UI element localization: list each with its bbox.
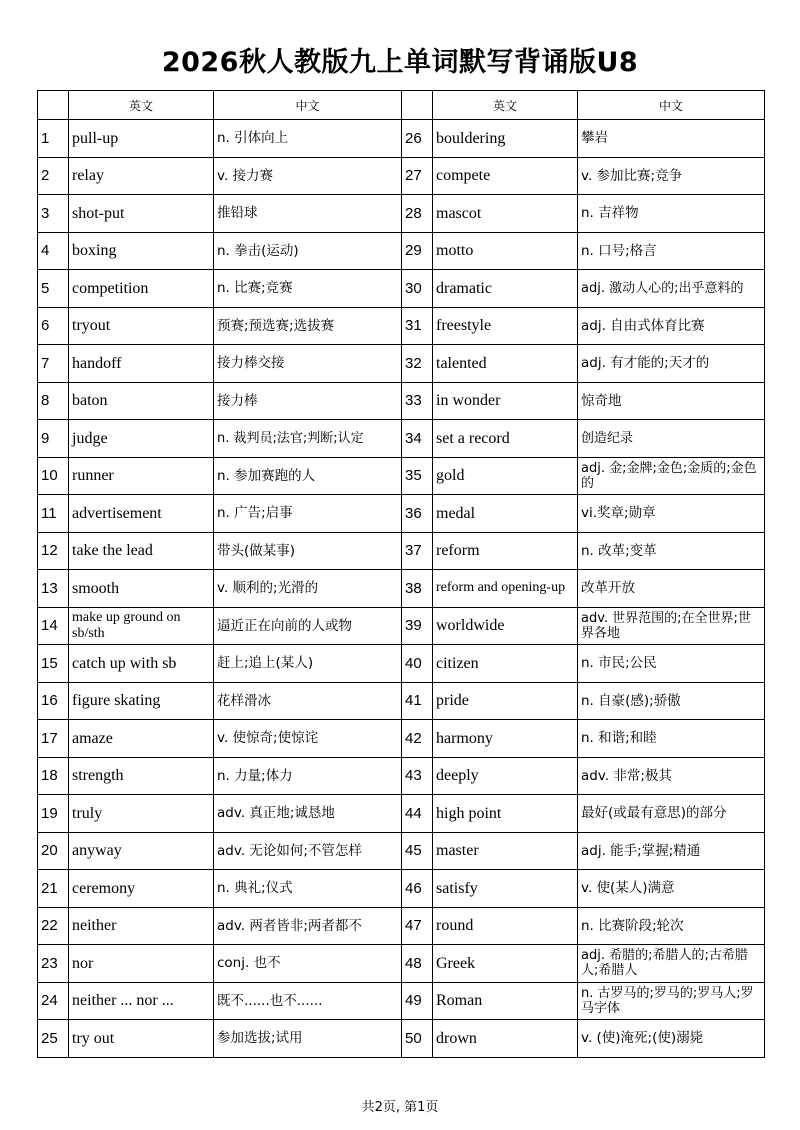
table-row [38,757,765,795]
header-english-left: 英文 [69,91,214,120]
table-row [38,570,765,608]
table-row [38,420,765,458]
entry-number: 25 [38,1020,69,1058]
chinese-meaning: adv. 世界范围的;在全世界;世界各地 [578,607,765,645]
english-word: baton [69,382,214,420]
entry-number: 33 [402,382,433,420]
chinese-meaning: adj. 希腊的;希腊人的;古希腊人;希腊人 [578,945,765,983]
english-word: Roman [433,982,578,1020]
english-word: take the lead [69,532,214,570]
english-word: medal [433,495,578,533]
chinese-meaning: 逼近正在向前的人或物 [214,607,402,645]
english-word: reform [433,532,578,570]
table-row [38,720,765,758]
entry-number: 4 [38,232,69,270]
table-row [38,1020,765,1058]
english-word: boxing [69,232,214,270]
entry-number: 2 [38,157,69,195]
header-num-right [402,91,433,120]
entry-number: 50 [402,1020,433,1058]
entry-number: 24 [38,982,69,1020]
chinese-meaning: n. 和谐;和睦 [578,720,765,758]
english-word: citizen [433,645,578,683]
chinese-meaning: adv. 无论如何;不管怎样 [214,832,402,870]
header-chinese-left: 中文 [214,91,402,120]
english-word: motto [433,232,578,270]
vocabulary-table [37,90,765,1058]
chinese-meaning: n. 典礼;仪式 [214,870,402,908]
entry-number: 31 [402,307,433,345]
chinese-meaning: n. 力量;体力 [214,757,402,795]
chinese-meaning: adv. 两者皆非;两者都不 [214,907,402,945]
english-word: neither ... nor ... [69,982,214,1020]
entry-number: 14 [38,607,69,645]
chinese-meaning: 改革开放 [578,570,765,608]
english-word: bouldering [433,120,578,158]
entry-number: 9 [38,420,69,458]
english-word: tryout [69,307,214,345]
english-word: drown [433,1020,578,1058]
chinese-meaning: 接力棒 [214,382,402,420]
entry-number: 47 [402,907,433,945]
table-row [38,832,765,870]
english-word: relay [69,157,214,195]
entry-number: 35 [402,457,433,495]
english-word: compete [433,157,578,195]
chinese-meaning: conj. 也不 [214,945,402,983]
table-row [38,945,765,983]
table-row [38,607,765,645]
chinese-meaning: v. (使)淹死;(使)溺毙 [578,1020,765,1058]
english-word: strength [69,757,214,795]
table-row [38,532,765,570]
chinese-meaning: n. 市民;公民 [578,645,765,683]
english-word: handoff [69,345,214,383]
entry-number: 30 [402,270,433,308]
entry-number: 3 [38,195,69,233]
english-word: harmony [433,720,578,758]
page-footer: 共2页, 第1页 [361,1100,439,1115]
chinese-meaning: n. 广告;启事 [214,495,402,533]
entry-number: 48 [402,945,433,983]
chinese-meaning: 惊奇地 [578,382,765,420]
english-word: advertisement [69,495,214,533]
english-word: try out [69,1020,214,1058]
chinese-meaning: vi.奖章;勋章 [578,495,765,533]
entry-number: 45 [402,832,433,870]
chinese-meaning: n. 比赛阶段;轮次 [578,907,765,945]
chinese-meaning: v. 参加比赛;竞争 [578,157,765,195]
table-row [38,195,765,233]
entry-number: 39 [402,607,433,645]
chinese-meaning: 推铅球 [214,195,402,233]
chinese-meaning: n. 拳击(运动) [214,232,402,270]
chinese-meaning: v. 使惊奇;使惊诧 [214,720,402,758]
chinese-meaning: 攀岩 [578,120,765,158]
english-word: satisfy [433,870,578,908]
english-word: master [433,832,578,870]
chinese-meaning: adj. 自由式体育比赛 [578,307,765,345]
english-word: nor [69,945,214,983]
document-title: 2026秋人教版九上单词默写背诵版U8 [161,47,639,78]
entry-number: 21 [38,870,69,908]
chinese-meaning: 赶上;追上(某人) [214,645,402,683]
entry-number: 28 [402,195,433,233]
chinese-meaning: 最好(或最有意思)的部分 [578,795,765,833]
table-row [38,382,765,420]
english-word: worldwide [433,607,578,645]
chinese-meaning: n. 吉祥物 [578,195,765,233]
entry-number: 29 [402,232,433,270]
entry-number: 11 [38,495,69,533]
english-word: deeply [433,757,578,795]
english-word: amaze [69,720,214,758]
table-row [38,795,765,833]
entry-number: 5 [38,270,69,308]
chinese-meaning: 预赛;预选赛;选拔赛 [214,307,402,345]
entry-number: 27 [402,157,433,195]
entry-number: 10 [38,457,69,495]
table-row [38,270,765,308]
entry-number: 46 [402,870,433,908]
table-row [38,645,765,683]
english-word: freestyle [433,307,578,345]
english-word: set a record [433,420,578,458]
english-word: figure skating [69,682,214,720]
chinese-meaning: adj. 金;金牌;金色;金质的;金色的 [578,457,765,495]
chinese-meaning: 既不......也不...... [214,982,402,1020]
english-word: round [433,907,578,945]
chinese-meaning: adj. 能手;掌握;精通 [578,832,765,870]
table-row [38,232,765,270]
entry-number: 18 [38,757,69,795]
entry-number: 32 [402,345,433,383]
english-word: competition [69,270,214,308]
table-row [38,495,765,533]
english-word: catch up with sb [69,645,214,683]
header-chinese-right: 中文 [578,91,765,120]
english-word: runner [69,457,214,495]
english-word: neither [69,907,214,945]
chinese-meaning: n. 口号;格言 [578,232,765,270]
english-word: judge [69,420,214,458]
chinese-meaning: 带头(做某事) [214,532,402,570]
english-word: pride [433,682,578,720]
table-row [38,870,765,908]
entry-number: 23 [38,945,69,983]
entry-number: 20 [38,832,69,870]
chinese-meaning: v. 使(某人)满意 [578,870,765,908]
english-word: pull-up [69,120,214,158]
english-word: dramatic [433,270,578,308]
english-word: talented [433,345,578,383]
entry-number: 1 [38,120,69,158]
table-row [38,120,765,158]
entry-number: 12 [38,532,69,570]
entry-number: 16 [38,682,69,720]
chinese-meaning: n. 比赛;竞赛 [214,270,402,308]
table-row [38,982,765,1020]
chinese-meaning: n. 参加赛跑的人 [214,457,402,495]
chinese-meaning: n. 改革;变革 [578,532,765,570]
english-word: reform and opening-up [433,570,578,608]
english-word: make up ground on sb/sth [69,607,214,645]
table-row [38,907,765,945]
entry-number: 6 [38,307,69,345]
table-row [38,345,765,383]
chinese-meaning: adv. 非常;极其 [578,757,765,795]
entry-number: 13 [38,570,69,608]
entry-number: 49 [402,982,433,1020]
english-word: gold [433,457,578,495]
entry-number: 8 [38,382,69,420]
english-word: Greek [433,945,578,983]
english-word: mascot [433,195,578,233]
entry-number: 15 [38,645,69,683]
english-word: anyway [69,832,214,870]
table-row [38,682,765,720]
table-row [38,307,765,345]
chinese-meaning: n. 古罗马的;罗马的;罗马人;罗马字体 [578,982,765,1020]
chinese-meaning: adv. 真正地;诚恳地 [214,795,402,833]
entry-number: 22 [38,907,69,945]
english-word: in wonder [433,382,578,420]
entry-number: 43 [402,757,433,795]
entry-number: 42 [402,720,433,758]
entry-number: 36 [402,495,433,533]
header-english-right: 英文 [433,91,578,120]
entry-number: 37 [402,532,433,570]
table-row [38,457,765,495]
chinese-meaning: adj. 有才能的;天才的 [578,345,765,383]
english-word: high point [433,795,578,833]
chinese-meaning: n. 引体向上 [214,120,402,158]
entry-number: 38 [402,570,433,608]
table-header-row [38,91,765,120]
entry-number: 34 [402,420,433,458]
chinese-meaning: v. 接力赛 [214,157,402,195]
chinese-meaning: adj. 激动人心的;出乎意料的 [578,270,765,308]
chinese-meaning: 创造纪录 [578,420,765,458]
table-row [38,157,765,195]
entry-number: 17 [38,720,69,758]
entry-number: 19 [38,795,69,833]
entry-number: 7 [38,345,69,383]
chinese-meaning: 花样滑冰 [214,682,402,720]
english-word: ceremony [69,870,214,908]
chinese-meaning: 接力棒交接 [214,345,402,383]
chinese-meaning: 参加选拔;试用 [214,1020,402,1058]
entry-number: 41 [402,682,433,720]
header-num-left [38,91,69,120]
english-word: truly [69,795,214,833]
english-word: shot-put [69,195,214,233]
entry-number: 26 [402,120,433,158]
chinese-meaning: v. 顺利的;光滑的 [214,570,402,608]
chinese-meaning: n. 自豪(感);骄傲 [578,682,765,720]
entry-number: 40 [402,645,433,683]
english-word: smooth [69,570,214,608]
entry-number: 44 [402,795,433,833]
chinese-meaning: n. 裁判员;法官;判断;认定 [214,420,402,458]
